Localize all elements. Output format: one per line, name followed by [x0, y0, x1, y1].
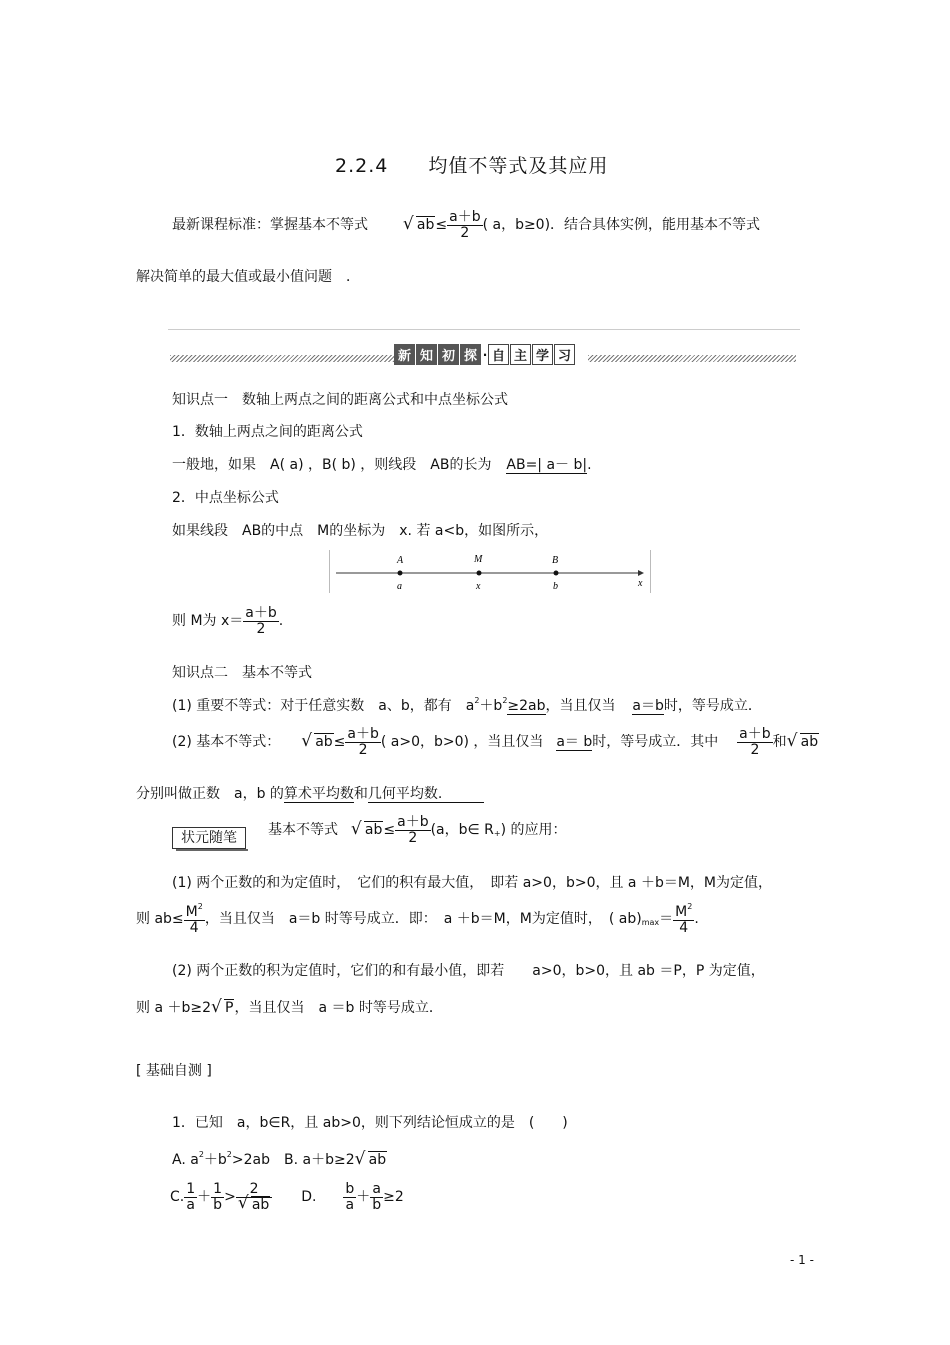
fraction: $\frac{a+b}{2}$ — [449, 209, 481, 241]
fraction: $\frac{b}{a}$ — [345, 1181, 355, 1213]
page-number: - 1 - — [790, 1253, 814, 1267]
point-a-label: A — [397, 555, 404, 566]
point-b-dot — [554, 571, 559, 576]
answer-underline: 几何平均数. — [367, 786, 443, 802]
banner-char: 新 — [394, 344, 415, 365]
fraction: $\frac{a+b}{2}$ — [397, 814, 429, 846]
fraction: $\frac{M^2}{4}$ — [675, 902, 693, 936]
sqrt-expression: √ ab — [301, 734, 333, 750]
point-m-dot — [477, 571, 482, 576]
question-1-options-cd: C. $\frac{1}{a}$ ＋ $\frac{1}{b}$ > 2 √ ab D. $\frac{b}{a}$ ＋ $\frac{a}{b}$ ≥2 — [170, 1182, 404, 1212]
answer-underline: AB=| a－ b| — [506, 457, 588, 473]
kp1-subheading-1: 1．数轴上两点之间的距离公式 — [172, 424, 363, 440]
note-p2-line2: 则 a ＋b≥2√ P，当且仅当 a ＝b 时等号成立． — [136, 997, 443, 1017]
fraction: $\frac{a+b}{2}$ — [245, 605, 277, 637]
banner-hatch-right — [588, 355, 796, 362]
test-heading: [ 基础自测 ] — [136, 1063, 212, 1079]
note-title: 基本不等式 √ ab≤ $\frac{a+b}{2}$ (a，b∈ $R_+$) 的应用： — [268, 815, 567, 845]
fraction: 2 √ ab — [236, 1182, 272, 1212]
banner-char: 探 — [460, 344, 481, 365]
point-m-value: x — [476, 581, 481, 592]
banner-char: 主 — [510, 344, 531, 365]
fraction: $\frac{a}{b}$ — [372, 1181, 382, 1213]
sqrt-expression: √ ab — [787, 734, 819, 750]
banner-title — [394, 344, 576, 365]
sqrt-expression: √ ab — [351, 822, 383, 838]
banner-char: 学 — [532, 344, 553, 365]
point-a-value: a — [397, 581, 402, 592]
standard-prefix: 最新课程标准：掌握基本不等式 — [172, 217, 368, 234]
course-standard: 最新课程标准：掌握基本不等式 √ ab≤ $\frac{a+b}{2}$ ( a，b≥0)．结合具体实例，能用基本不等式 — [172, 210, 760, 240]
note-tag: 状元随笔 — [172, 827, 246, 849]
point-b-value: b — [553, 581, 558, 592]
banner-char: 知 — [416, 344, 437, 365]
fraction: $\frac{1}{b}$ — [213, 1181, 223, 1213]
kp2-important-inequality: (1) 重要不等式：对于任意实数 a、b，都有 $a^2+b^2\ge 2ab$，当且仅当 a＝b时，等号成立． — [172, 696, 762, 714]
question-1-options-ab: A. $a^2+b^2>2ab$ B. a＋b≥2√ ab — [172, 1149, 387, 1169]
banner-hatch-left — [170, 355, 394, 362]
banner-char: 习 — [554, 344, 575, 365]
kp1-subheading-2: 2．中点坐标公式 — [172, 490, 279, 506]
question-1: 1．已知 a，b∈R，且 ab>0，则下列结论恒成立的是 ( ) — [172, 1115, 568, 1131]
fraction: $\frac{a+b}{2}$ — [347, 726, 379, 758]
sqrt-expression: √ ab — [355, 1152, 387, 1168]
point-m-label: M — [474, 554, 483, 565]
midpoint-formula: 则 M为 x＝ $\frac{a+b}{2}$ . — [172, 605, 284, 637]
sqrt-expression: √ ab — [238, 1198, 270, 1213]
note-p1-line2: 则 ab≤ $\frac{M^2}{4}$ ，当且仅当 a＝b 时等号成立．即： a ＋b＝M，M为定值时， ( $ab)_{max}=$ $\frac{M^2}{4}$ . — [136, 902, 699, 936]
answer-underline: a＝b — [632, 698, 664, 714]
number-line-figure — [329, 550, 651, 593]
page-title: 2.2.4 均值不等式及其应用 — [335, 155, 609, 177]
note-p1-line1: (1) 两个正数的和为定值时， 它们的积有最大值， 即若 a>0，b>0，且 a ＋b＝M，M为定值， — [172, 875, 772, 891]
kp2-basic-inequality: (2) 基本不等式： √ ab≤ $\frac{a+b}{2}$ ( a>0，b>0) ，当且仅当 a＝ b时，等号成立．其中 $\frac{a+b}{2}$ 和√ ab — [172, 727, 819, 757]
fraction: $\frac{M^2}{4}$ — [185, 902, 203, 936]
axis-arrow — [638, 570, 644, 576]
fraction: $\frac{a+b}{2}$ — [739, 726, 771, 758]
kp2-means-definition: 分别叫做正数 a，b 的算术平均数和几何平均数. — [136, 783, 484, 803]
fraction: $\frac{1}{a}$ — [186, 1181, 196, 1213]
kp1-heading: 知识点一 数轴上两点之间的距离公式和中点坐标公式 — [172, 392, 508, 408]
axis-end-label: x — [638, 578, 643, 589]
point-a-dot — [398, 571, 403, 576]
note-p2-line1: (2) 两个正数的积为定值时，它们的和有最小值，即若 a>0，b>0，且 ab ＝P，P 为定值， — [172, 963, 765, 979]
number-line-svg — [330, 550, 650, 593]
banner-char: 自 — [488, 344, 509, 365]
kp1-midpoint-text: 如果线段 AB的中点 M的坐标为 x. 若 a<b，如图所示， — [172, 523, 549, 539]
answer-blank — [442, 786, 484, 803]
section-banner — [168, 329, 800, 376]
sqrt-expression: √ ab — [403, 217, 435, 233]
point-b-label: B — [552, 555, 559, 566]
banner-dot: · — [482, 347, 488, 362]
banner-char: 初 — [438, 344, 459, 365]
kp2-heading: 知识点二 基本不等式 — [172, 665, 312, 681]
course-standard-line2: 解决简单的最大值或最小值问题 ． — [136, 269, 360, 285]
answer-underline: ≥2ab — [507, 698, 546, 714]
kp1-distance-text: 一般地，如果 A( a) ，B( b) ，则线段 AB的长为 AB=| a－ b|. — [172, 457, 592, 473]
answer-underline: 算术平均数 — [283, 786, 354, 802]
sqrt-expression: √ P — [211, 1000, 234, 1016]
answer-underline: a＝ b — [556, 734, 593, 751]
